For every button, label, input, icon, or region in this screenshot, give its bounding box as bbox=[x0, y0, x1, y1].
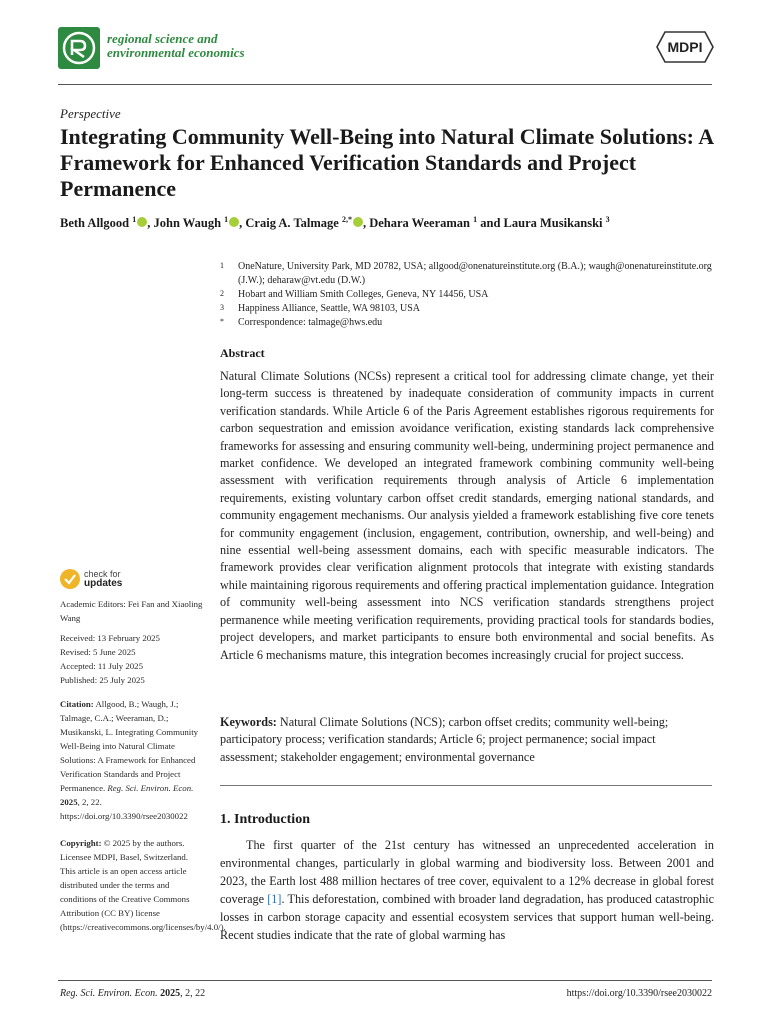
affiliation-item bbox=[220, 302, 720, 316]
copyright-text: © 2025 by the authors. Licensee MDPI, Basel, Switzerland. This article is an open access article distributed under the terms and conditions of the Creative Commons Attribution (CC BY) license (https://creativecommons.org/licenses/by/4.0/). bbox=[60, 838, 226, 932]
author-name[interactable]: Beth Allgood bbox=[60, 216, 130, 230]
keywords-label: Keywords: bbox=[220, 715, 277, 729]
check-for-updates-badge[interactable] bbox=[60, 567, 160, 593]
correspondence-text: Correspondence: talmage@hws.edu bbox=[238, 317, 383, 328]
journal-name-line2: environmental economics bbox=[107, 45, 245, 60]
abstract-text: Natural Climate Solutions (NCSs) represent a critical tool for addressing climate change, yet their long-term success is threatened by inadequate consideration of community impacts in current verification standards. While Article 6 of the Paris Agreement establishes rigorous requirements for carbon sequestration and emission avoidance verification, existing standards lack comprehensive frameworks for assessing and ensuring community well-being, undermining project permanence and market confidence. We developed an integrated framework combining community well-being assessment with verification requirements through analysis of Article 6 implementation requirements, existing voluntary carbon offset credit standards, emerging national standards, and community engagement mechanisms. Our analysis yielded a framework establishing five core tenets for community engagement (inclusion, engagement, contribution, ownership, and well-being) and nine essential well-being assessment domains, each with specific measurable indicators. The framework provides clear verification alignment protocols that integrate with existing standards while maintaining rigorous requirements and offering practical implementation guidance. Integration of community well-being assessment into NCS verification standards strengthens project permanence while meeting verification requirements, providing practical tools for standards bodies, project developers, and market participants to ensure both environmental and social benefits. As Article 6 mechanisms mature, this integration becomes increasingly crucial for project success. bbox=[220, 369, 714, 662]
introduction-paragraph bbox=[220, 836, 714, 944]
affiliation-mark: 1 bbox=[220, 261, 224, 270]
footer-divider bbox=[58, 980, 712, 981]
author-affiliation-mark: 1 bbox=[224, 215, 229, 224]
check-updates-icon bbox=[60, 569, 80, 589]
affiliation-mark: * bbox=[220, 317, 224, 326]
mdpi-hexagon-icon bbox=[655, 30, 715, 64]
intro-text-part2: . This deforestation, combined with broader land degradation, has produced catastrophic losses in carbon storage capacity and essential ecosystem services that support human well-being. Recent studies indicate that the rate of global warming has bbox=[220, 892, 715, 942]
copyright-label: Copyright: bbox=[60, 838, 102, 848]
affiliation-mark: 2 bbox=[220, 289, 224, 298]
author-affiliation-mark: 1 bbox=[473, 215, 478, 224]
journal-logo-icon bbox=[58, 27, 100, 69]
footer-journal: Reg. Sci. Environ. Econ. bbox=[60, 988, 158, 999]
orcid-icon[interactable] bbox=[137, 217, 147, 227]
article-type: Perspective bbox=[60, 106, 121, 121]
academic-editors: Academic Editors: Fei Fan and Xiaoling Wang bbox=[60, 599, 203, 623]
footer-volume: , 2, 22 bbox=[180, 988, 206, 999]
publication-dates bbox=[60, 631, 205, 687]
affiliation-text: Happiness Alliance, Seattle, WA 98103, USA bbox=[238, 303, 421, 314]
orcid-icon[interactable] bbox=[229, 217, 239, 227]
author-name[interactable]: Laura Musikanski bbox=[503, 216, 603, 230]
journal-name bbox=[107, 32, 245, 60]
citation-label: Citation: bbox=[60, 699, 94, 709]
citation-text: Allgood, B.; Waugh, J.; Talmage, C.A.; Weeraman, D.; Musikanski, L. Integrating Community Well-Being into Natural Climate Solutions: A Framework for Enhanced Verification Standards and Project Permanence. bbox=[60, 699, 199, 793]
intro-text-part1: The first quarter of the 21st century has witnessed an unprecedented acceleration in environmental changes, particularly in global warming and biodiversity loss. Between 2001 and 2023, the Earth lost 488 million hectares of tree cover, equivalent to a 12% decrease in global forest coverage bbox=[220, 838, 714, 906]
affiliation-text: OneNature, University Park, MD 20782, USA; allgood@onenatureinstitute.org (B.A.); waugh@onenatureinstitute.org (J.W.); deharaw@vt.edu (D.W.) bbox=[238, 261, 712, 286]
citation-block bbox=[60, 697, 205, 823]
keywords-text: Natural Climate Solutions (NCS); carbon offset credits; community well-being; participatory process; verification standards; Article 6; project permanence; social impact assessment; stakeholder engagement; environmental governance bbox=[220, 715, 669, 764]
author-affiliation-mark: 3 bbox=[605, 215, 610, 224]
publisher-name: MDPI bbox=[667, 39, 703, 55]
reference-link[interactable]: [1] bbox=[267, 892, 282, 906]
citation-journal: Reg. Sci. Environ. Econ. bbox=[107, 783, 194, 793]
journal-name-line1: regional science and bbox=[107, 31, 218, 46]
affiliation-item bbox=[220, 260, 720, 288]
author-affiliation-mark: 2,* bbox=[341, 215, 352, 224]
affiliation-text: Hobart and William Smith Colleges, Geneva, NY 14456, USA bbox=[238, 289, 489, 300]
author-affiliation-mark: 1 bbox=[132, 215, 137, 224]
section-heading-introduction: 1. Introduction bbox=[220, 812, 310, 827]
check-updates-line1: check for bbox=[84, 569, 121, 579]
accepted-date: Accepted: 11 July 2025 bbox=[60, 661, 143, 671]
received-date: Received: 13 February 2025 bbox=[60, 633, 160, 643]
section-divider bbox=[220, 785, 712, 786]
author-name[interactable]: Craig A. Talmage bbox=[245, 216, 339, 230]
author-name[interactable]: John Waugh bbox=[153, 216, 222, 230]
author-list: Beth Allgood $^1$ , John Waugh $^1$ , Craig A. Talmage $^{2,*}$ , Dehara Weeraman $^1$ and Laura Musikanski $^3$ bbox=[60, 215, 610, 230]
footer-doi-link[interactable]: https://doi.org/10.3390/rsee2030022 bbox=[566, 988, 712, 999]
header-divider bbox=[58, 84, 712, 85]
keywords bbox=[220, 714, 714, 766]
footer-year: 2025 bbox=[160, 988, 181, 999]
revised-date: Revised: 5 June 2025 bbox=[60, 647, 136, 657]
published-date: Published: 25 July 2025 bbox=[60, 675, 145, 685]
affiliations bbox=[220, 260, 720, 330]
orcid-icon[interactable] bbox=[353, 217, 363, 227]
citation-year: 2025 bbox=[60, 797, 78, 807]
check-updates-line2: updates bbox=[84, 578, 123, 589]
abstract-heading: Abstract bbox=[220, 346, 265, 360]
footer-citation bbox=[60, 988, 205, 999]
citation-doi[interactable]: , 2, 22. https://doi.org/10.3390/rsee2030022 bbox=[60, 797, 188, 821]
article-title: Integrating Community Well-Being into Natural Climate Solutions: A Framework for Enhanced Verification Standards and Project Permanence bbox=[60, 124, 713, 201]
author-name[interactable]: Dehara Weeraman bbox=[369, 216, 470, 230]
affiliation-item bbox=[220, 288, 720, 302]
affiliation-item bbox=[220, 316, 720, 330]
affiliation-mark: 3 bbox=[220, 303, 224, 312]
copyright-block bbox=[60, 836, 226, 934]
mdpi-logo bbox=[655, 30, 715, 64]
check-updates-text bbox=[84, 569, 122, 589]
